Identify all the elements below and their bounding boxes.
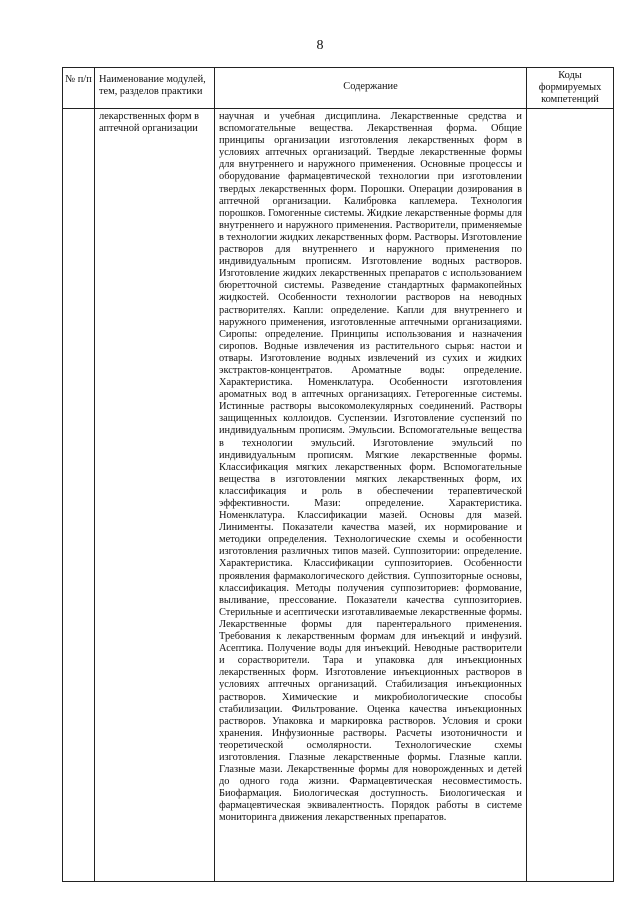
table-header-row <box>63 68 614 109</box>
header-content: Содержание <box>215 68 527 109</box>
header-competency-codes: Коды формируемых компетенций <box>527 68 614 109</box>
curriculum-table <box>62 67 614 882</box>
row-content: научная и учебная дисциплина. Лекарственные средства и вспомогательные вещества. Лекарственная форма. Общие принципы организации изготовления лекарственных форм в условиях аптечных организаций. Твердые лекарственные формы для внутреннего и наружного применения. Основные процессы и оборудование фармацевтической технологии при изготовлении твердых лекарственных форм. Порошки. Операции дозирования в аптечной организации. Калибровка каплемера. Технология порошков. Гомогенные системы. Жидкие лекарственные формы для внутреннего и наружного применения. Растворители, применяемые в технологии жидких лекарственных форм. Растворы. Изготовление растворов для внутреннего и наружного применения по индивидуальным прописям. Изготовление водных растворов. Изготовление жидких лекарственных препаратов с использованием бюретточной системы. Разведение стандартных фармакопейных жидкостей. Особенности технологии растворов на неводных растворителях. Капли: определение. Капли для внутреннего и наружного применения, изготовленные аптечными организациями. Сиропы: определение. Принципы использования и назначения сиропов. Водные извлечения из растительного сырья: настои и отвары. Изготовление водных извлечений из сухих и жидких экстрактов-концентратов. Ароматные воды: определение. Характеристика. Номенклатура. Особенности изготовления ароматных вод в аптечных организациях. Гетерогенные системы. Истинные растворы высокомолекулярных соединений. Растворы защищенных коллоидов. Суспензии. Изготовление суспензий по индивидуальным прописям. Эмульсии. Вспомогательные вещества в технологии эмульсий. Изготовление эмульсий по индивидуальным прописям. Мягкие лекарственные формы. Классификация мягких лекарственных форм. Вспомогательные вещества в изготовлении мягких лекарственных форм, их классификация и роль в обеспечении терапевтической эффективности. Мази: определение. Характеристика. Номенклатура. Классификации мазей. Основы для мазей. Линименты. Показатели качества мазей, их нормирование и методики определения. Технологические схемы и особенности изготовления различных типов мазей. Суппозитории: определение. Характеристика. Классификации суппозиториев. Особенности проявления фармакологического действия. Суппозиторные основы, классификация. Методы получения суппозиториев: формование, выливание, прессование. Показатели качества суппозиториев. Стерильные и асептически изготавливаемые лекарственные формы. Лекарственные формы для парентерального применения. Требования к лекарственным формам для инъекций и инфузий. Асептика. Получение воды для инъекций. Неводные растворители и сорастворители. Тара и упаковка для инъекционных лекарственных форм. Изготовление инъекционных растворов в условиях аптечных организаций. Стабилизация инъекционных растворов. Химические и микробиологические способы стабилизации. Фильтрование. Оценка качества инъекционных растворов. Упаковка и маркировка растворов. Условия и сроки хранения. Инфузионные растворы. Расчеты изотоничности и теоретической осмолярности. Технологические схемы изготовления. Глазные лекарственные формы. Глазные капли. Глазные мази. Лекарственные формы для новорожденных и детей до одного года жизни. Фармацевтическая несовместимость. Биофармация. Биологическая доступность. Биологическая и фармацевтическая эквивалентность. Порядок работы в системе мониторинга движения лекарственных препаратов. <box>215 109 527 882</box>
page-number: 8 <box>316 38 324 53</box>
table-row <box>63 109 614 882</box>
row-codes-cell <box>527 109 614 882</box>
row-module-name: лекарственных форм в аптечной организации <box>95 109 215 882</box>
header-module-name: Наименование модулей, тем, разделов практики <box>95 68 215 109</box>
row-num-cell <box>63 109 95 882</box>
header-num: № п/п <box>63 68 95 109</box>
